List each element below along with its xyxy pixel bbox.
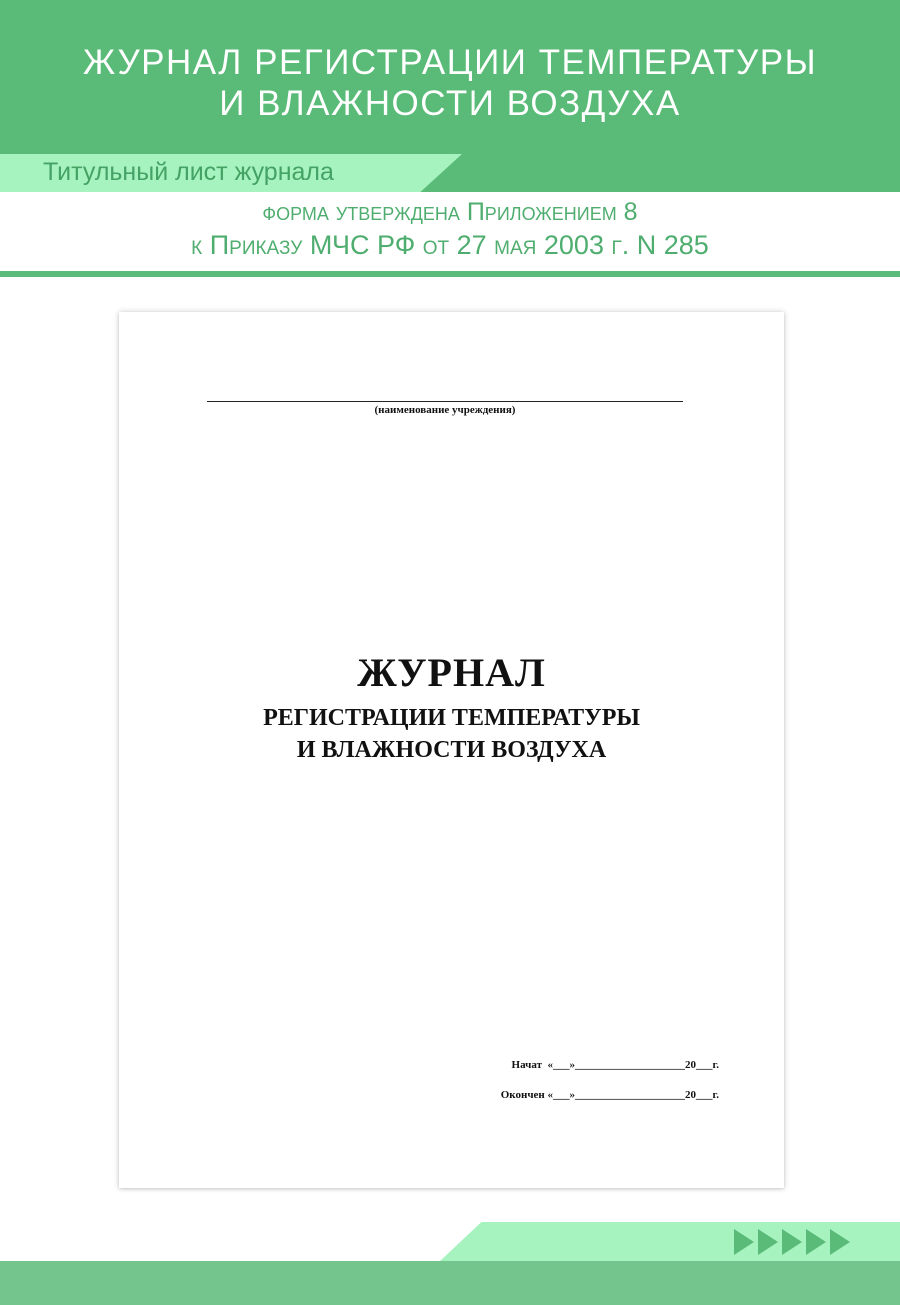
document-title: ЖУРНАЛ [357,650,546,695]
org-caption: (наименование учреждения) [374,404,516,416]
arrow-right-icon [830,1229,850,1255]
bottom-strip [0,1261,900,1305]
next-arrows[interactable] [734,1229,854,1257]
document-page [119,312,784,1188]
document-subtitle [119,702,784,766]
subtitle-label: Титульный лист журнала [43,158,334,186]
started-date-row: Начат «___»____________________20___г. [511,1059,719,1071]
approval-line2: к Приказу МЧС РФ от 27 мая 2003 г. N 285 [191,230,709,260]
banner-title [0,42,900,124]
approval-line1: форма утверждена Приложением 8 [262,198,638,226]
document-subtitle-line1: РЕГИСТРАЦИИ ТЕМПЕРАТУРЫ [263,705,640,731]
document-subtitle-line2: И ВЛАЖНОСТИ ВОЗДУХА [296,737,607,763]
banner-title-line2: И ВЛАЖНОСТИ ВОЗДУХА [219,84,681,123]
approval-note [0,196,900,262]
banner-title-line1: ЖУРНАЛ РЕГИСТРАЦИИ ТЕМПЕРАТУРЫ [82,43,818,82]
arrow-right-icon [782,1229,802,1255]
finished-date-row: Окончен «___»____________________20___г. [500,1089,719,1101]
arrow-right-icon [806,1229,826,1255]
arrow-right-icon [758,1229,778,1255]
org-name-line [207,401,683,402]
arrow-right-icon [734,1229,754,1255]
divider [0,271,900,277]
